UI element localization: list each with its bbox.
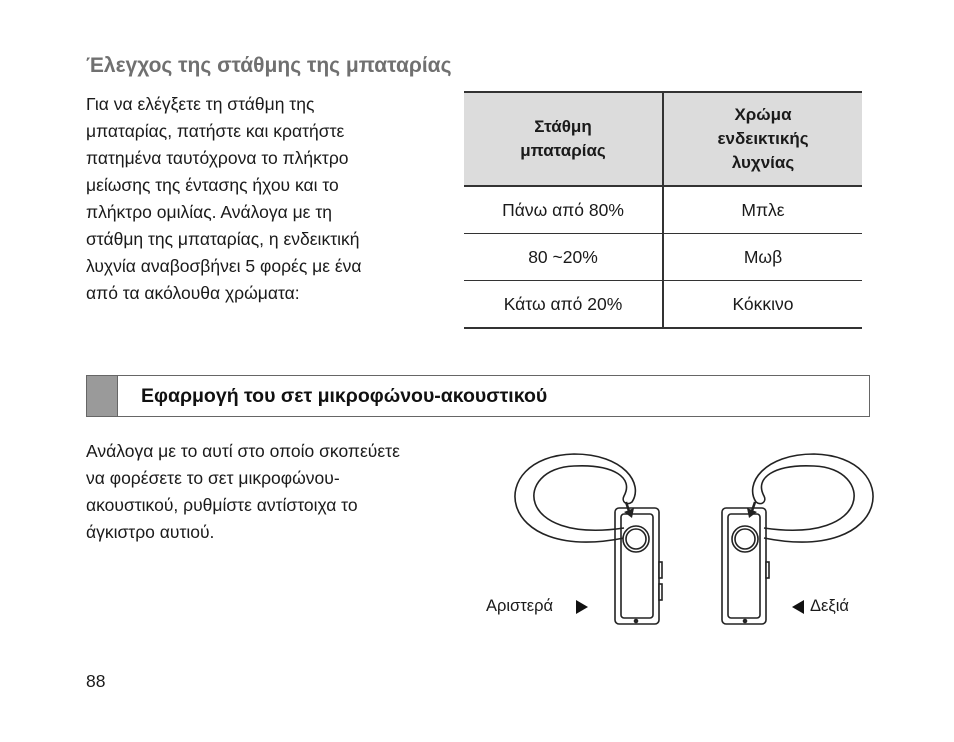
paragraph-line: Για να ελέγξετε τη στάθμη της [86,94,315,114]
header-battery-level [464,92,663,186]
headset-section-title: Εφαρμογή του σετ μικροφώνου-ακουστικού [141,385,548,407]
table-cell-color: Μπλε [663,186,862,234]
table-cell-level: Πάνω από 80% [464,186,663,234]
paragraph-line: μπαταρίας, πατήστε και κρατήστε [86,121,345,141]
paragraph-line: ακουστικού, ρυθμίστε αντίστοιχα το [86,495,358,515]
battery-level-table [464,91,862,329]
triangle-right-icon [576,600,588,614]
table-cell-level: Κάτω από 20% [464,281,663,329]
table-row [464,186,862,234]
paragraph-line: πατημένα ταυτόχρονα το πλήκτρο [86,148,349,168]
table-header-row [464,92,862,186]
speaker-left [623,526,649,552]
label-left-ear: Αριστερά [486,597,554,615]
headset-instructions [86,438,506,546]
table-cell-color: Κόκκινο [663,281,862,329]
header-line: λυχνίας [731,153,795,172]
section-marker [87,376,118,416]
header-line: Χρώμα [734,105,792,124]
headset-right [722,454,873,624]
header-line: Στάθμη [534,117,592,136]
table-row [464,281,862,329]
headset-section-bar [86,375,870,417]
table-cell-color: Μωβ [663,234,862,281]
paragraph-line: λυχνία αναβοσβήνει 5 φορές με ένα [86,256,362,276]
page-number: 88 [86,671,106,691]
table-cell-level: 80 ~20% [464,234,663,281]
header-indicator-color [663,92,862,186]
ear-hook-right [753,454,873,542]
triangle-left-icon [792,600,804,614]
paragraph-line: από τα ακόλουθα χρώματα: [86,283,300,303]
paragraph-line: Ανάλογα με το αυτί στο οποίο σκοπεύετε [86,441,400,461]
ear-hook-left [515,454,635,542]
table-row [464,234,862,281]
paragraph-line: να φορέσετε το σετ μικροφώνου- [86,468,340,488]
battery-instructions [86,91,436,307]
speaker-right [732,526,758,552]
paragraph-line: άγκιστρο αυτιού. [86,522,215,542]
paragraph-line: μείωσης της έντασης ήχου και το [86,175,339,195]
paragraph-line: στάθμη της μπαταρίας, η ενδεικτική [86,229,360,249]
header-line: μπαταρίας [520,141,606,160]
paragraph-line: πλήκτρο ομιλίας. Ανάλογα με τη [86,202,332,222]
battery-level-heading: Έλεγχος της στάθμης της μπαταρίας [86,54,452,77]
header-line: ενδεικτικής [717,129,809,148]
label-right-ear: Δεξιά [810,597,849,615]
